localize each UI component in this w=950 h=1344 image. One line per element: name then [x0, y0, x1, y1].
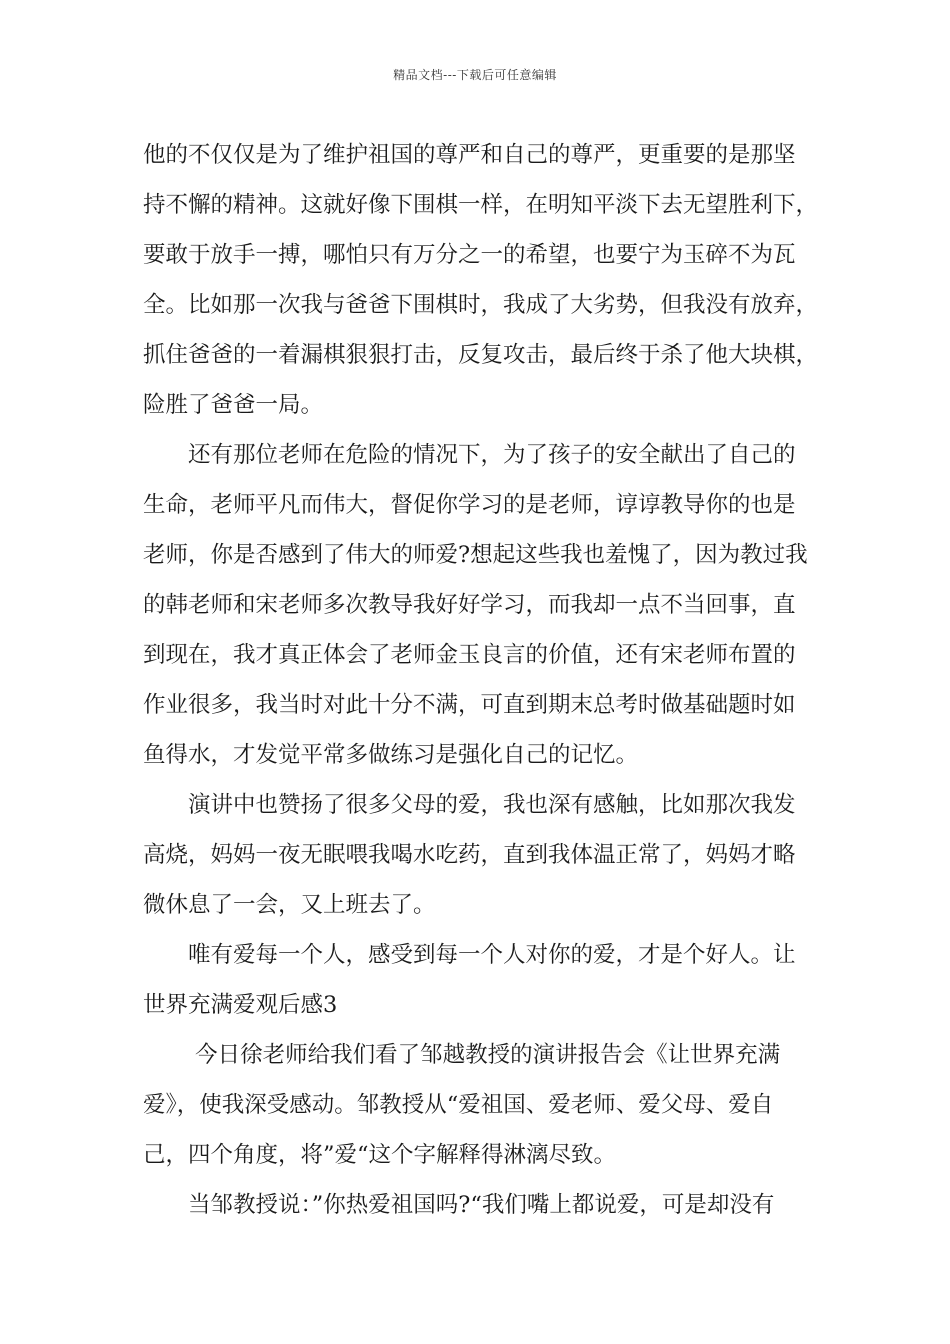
- text-line: 要敢于放手一搏，哪怕只有万分之一的希望，也要宁为玉碎不为瓦: [143, 242, 796, 268]
- text-line: 全。比如那一次我与爸爸下围棋时，我成了大劣势，但我没有放弃，: [143, 292, 819, 318]
- text-line: 的韩老师和宋老师多次教导我好好学习，而我却一点不当回事，直: [143, 592, 796, 618]
- text-line: 他的不仅仅是为了维护祖国的尊严和自己的尊严，更重要的是那坚: [143, 142, 796, 168]
- text-line: 世界充满爱观后感3: [143, 992, 338, 1018]
- text-line: 演讲中也赞扬了很多父母的爱，我也深有感触，比如那次我发: [143, 792, 796, 818]
- text-line: 险胜了爸爸一局。: [143, 392, 324, 418]
- text-line: 微休息了一会，又上班去了。: [143, 892, 436, 918]
- page-header: 精品文档---下载后可任意编辑: [393, 68, 557, 82]
- text-line: 持不懈的精神。这就好像下围棋一样，在明知平淡下去无望胜利下，: [143, 192, 819, 218]
- text-line: 抓住爸爸的一着漏棋狠狠打击，反复攻击，最后终于杀了他大块棋，: [143, 342, 819, 368]
- text-line: 生命，老师平凡而伟大，督促你学习的是老师，谆谆教导你的也是: [143, 492, 796, 518]
- text-line: 还有那位老师在危险的情况下，为了孩子的安全献出了自己的: [143, 442, 796, 468]
- document-body: [143, 130, 819, 1230]
- text-line: 当邹教授说：”你热爱祖国吗?“我们嘴上都说爱，可是却没有: [143, 1192, 775, 1218]
- text-line: 高烧，妈妈一夜无眠喂我喝水吃药，直到我体温正常了，妈妈才略: [143, 842, 796, 868]
- text-line: 爱》，使我深受感动。邹教授从“爱祖国、爱老师、爱父母、爱自: [143, 1092, 774, 1118]
- text-line: 己，四个角度，将”爱“这个字解释得淋漓尽致。: [143, 1142, 617, 1168]
- text-line: 鱼得水，才发觉平常多做练习是强化自己的记忆。: [143, 742, 639, 768]
- text-line: 唯有爱每一个人，感受到每一个人对你的爱，才是个好人。让: [143, 942, 796, 968]
- text-line: 今日徐老师给我们看了邹越教授的演讲报告会《让世界充满: [143, 1042, 781, 1068]
- text-line: 老师，你是否感到了伟大的师爱?想起这些我也羞愧了，因为教过我: [143, 542, 808, 568]
- text-line: 到现在，我才真正体会了老师金玉良言的价值，还有宋老师布置的: [143, 642, 796, 668]
- text-line: 作业很多，我当时对此十分不满，可直到期末总考时做基础题时如: [143, 692, 796, 718]
